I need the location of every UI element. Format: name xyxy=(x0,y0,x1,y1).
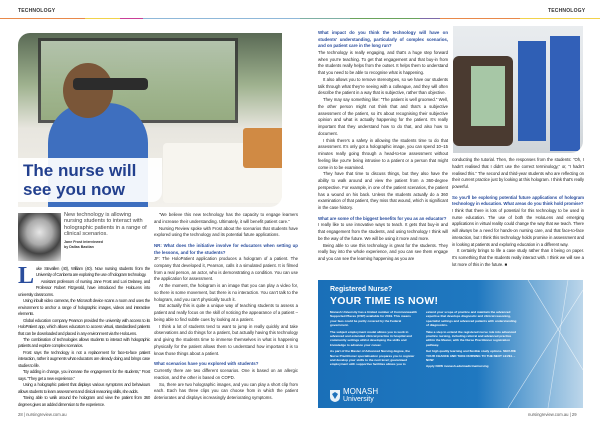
footer-left: 28 | nursingreview.com.au xyxy=(18,412,67,417)
byline xyxy=(64,240,148,249)
body-paragraph: They may say something like: “The patient is well groomed.” Well, the other person might not think that and that's a subjective assessment of the patient, so it's about recognising their subjective opinion and what is actually happening for the patient. It's really important that they understand how to do that, and also how to document. xyxy=(318,97,448,136)
body-paragraph: “Being able to walk around the hologram and view the patient from 360 degrees gives an added dimension to the experience. xyxy=(18,395,150,407)
ad-headline: YOUR TIME IS NOW! xyxy=(330,295,439,307)
rule-segment xyxy=(0,18,85,19)
body-paragraph: Global education company Pearson provided the university with access to its HoloPatient app, which allows educators to access virtual, standardised patients that can be downloaded and placed in any environment via the HoloLens. xyxy=(18,317,150,336)
body-paragraph: Using a holographic patient that displays various symptoms and behaviours allows students to learn assessment and clinical reasoning skills, she adds. xyxy=(18,382,150,394)
body-paragraph: I really like to use innovative ways to teach. It gets that buy-in and that engagement from the students, and using technology I think will be the way of the future. We will be using it more and more. xyxy=(318,222,448,241)
ad-paragraph: The subject employment model allows you to work in advanced and extended clinical practice in hospital and community settings whilst developing the skills and knowledge to advance your career. xyxy=(330,329,412,347)
ad-paragraph: Take a step to extend the registered nurse role into advanced practice nursing, including referral and advanced practice within the Master, with the Nurse Practitioner registration pathway. xyxy=(426,329,517,347)
monash-logo xyxy=(330,388,378,403)
body-paragraph: So, there are two holographic images, and you can play a short clip from each. Each has three clips you can choose from in which the patient deteriorates and displays increasingly deteriorating symptoms. xyxy=(154,381,298,401)
monash-shield-icon xyxy=(330,390,340,402)
rule-segment xyxy=(85,18,120,19)
rule-segment xyxy=(300,18,350,19)
ad-column-left xyxy=(330,310,418,369)
ad-column-right xyxy=(426,310,520,371)
rule-segment xyxy=(520,18,600,19)
ad-paragraph: Get high quality learning and flexible study options. SECURE YOUR CHANCE AND TAKE NURSING TO THE NEXT LEVEL – NOW xyxy=(426,349,516,363)
section-label-right: TECHNOLOGY xyxy=(548,8,586,14)
body-paragraph: It certainly brings to life a case study rather than it being on paper. It's something that the students really interact with. I think we will see a lot more of this in the future. ■ xyxy=(452,248,584,267)
body-paragraph: But actually this is quite a unique way of teaching students to assess a patient and really focus on the skill of noticing the appearance of a patient – being able to find subtle cues by looking at a patient. xyxy=(154,303,298,322)
body-paragraph: Nursing Review spoke with Frost about the scenarios that students have explored using the technology and its potential future applications. xyxy=(154,225,298,238)
ad-paragraph: extend your scope of practice and maintain the advanced expertise that develops diagnostic and clinical reasoning, specialist settings and advanced patients with understanding of diagnostics. xyxy=(426,310,517,328)
subheading: What are some of the biggest benefits for you as an educator? xyxy=(318,215,447,221)
body-paragraph: They have that time to discuss things, but they also have the ability to walk around and view the patient from a 360-degree perspective. For example, in one of the patient scenarios, the patient has a wound on his back. Unless the students actually do a 360 examination of that patient, they miss that wound, which is significant in the case history. xyxy=(318,171,448,211)
logo-name: MONASH xyxy=(343,387,379,396)
subheading: What impact do you think the technology will have on students' understanding, particularly of complex scenarios, and on patient care in the long run? xyxy=(318,30,448,49)
body-column-4 xyxy=(452,157,584,269)
article-title xyxy=(18,158,162,202)
logo-sub: University xyxy=(343,396,374,403)
rule-segment xyxy=(420,18,440,19)
body-paragraph: Currently there are two different scenarios. One is based on an allergic reaction, and the other is based on COPD. xyxy=(154,368,298,380)
ad-paragraph: Monash University has a limited number of Commonwealth Supported Places (CSP) available for 2019. This means your fees could be partly covered by the Federal government. xyxy=(330,310,417,328)
body-paragraph: “By adding in change, you increase the engagement for the students,” Frost says. “They get a new experience.” xyxy=(18,369,150,381)
body-paragraph: I think there's a safety in allowing the students time to do that assessment. It's only got a holographic image, you can spend 10–15 minutes really going through a head-to-toe assessment without feeling like you're being intrusive to a patient or a person that might come in to be examined. xyxy=(318,137,448,170)
body-column-2 xyxy=(154,212,298,402)
section-label-left: TECHNOLOGY xyxy=(18,8,56,14)
footer-right: nursingreview.com.au | 29 xyxy=(528,412,577,417)
body-paragraph: The combination of technologies allows students to interact with holographic patients and explore complex scenarios. xyxy=(18,336,150,349)
byline-line-2: by Dallas Bastian xyxy=(64,244,94,249)
body-paragraph: uke Stevallen (40), William (40). Now nursing students from the University of Canberra are exploring the use of hologram technology. xyxy=(35,266,150,278)
body-paragraph: Being able to use this technology is great for the students. They really buy into the whole experience, and you can see them engage and you can see the learning happening as you are xyxy=(318,242,448,262)
body-paragraph: Using inbuilt video cameras, the Microsoft device scans a room and uses the environment to anchor a range of holographic images, videos and interactive elements. xyxy=(18,298,150,317)
standfirst: New technology is allowing nursing students to interact with holographic patients in a range of clinical scenarios. xyxy=(64,212,147,237)
body-paragraph: “We believe this new technology has the capacity to engage learners and increase their understanding. Ultimately, it will benefit patient care.” xyxy=(154,212,298,224)
ad-paragraph: As part of the Master of Advanced Nursing degree, the Nurse Practitioner specialisation prepares you to register and develop your skills to the next level; guaranteed employment with supportive facilities allows you to xyxy=(330,349,415,367)
author-headshot xyxy=(18,213,61,261)
rule-segment xyxy=(350,18,420,19)
body-paragraph: conducting the tutorial. Then, the responses from the students: “Oh, I hadn't realised that I didn't use the correct terminology,” or, “I hadn't realised this.” The second and third-year students who are reflecting on their current practice just by looking at this hologram. I think that's really powerful. xyxy=(452,157,584,189)
body-paragraph: It also allows you to remove stereotypes, so we have our students talk through what they're seeing with a colleague, and they will often describe the patient in a way that is subjective, rather than objective. xyxy=(318,76,448,96)
body-paragraph: The technology is really engaging, and that's a huge step forward when you're teaching. To get that engagement and that buy-in from the students really helps from the outset. It helps them to understand that you need to be able to recognise what is happening. xyxy=(318,49,448,76)
rule-segment xyxy=(143,18,300,19)
subheading: NR: What does the initiative involve for educators when setting up the lessons, and for the students? xyxy=(154,243,298,255)
drop-cap: L xyxy=(18,263,34,289)
subheading: What scenarios have you explored with students? xyxy=(154,361,259,367)
body-paragraph: I think a lot of students tend to want to jump in really quickly and take observations and do things for a patient, but actually having this technology and giving the students time to immerse themselves in what is happening physically for the patient allows them to understand how important it is to know those things about a patient. xyxy=(154,323,298,356)
title-line-1: The nurse will xyxy=(23,161,137,180)
rule-segment xyxy=(120,18,143,19)
body-column-3 xyxy=(318,26,448,263)
byline-line-1: Jane Frost interviewed xyxy=(64,240,103,245)
subheading: So you'll be exploring potential future applications of hologram technology in education. What areas do you think hold promise? xyxy=(452,194,584,207)
ad-kicker: Registered Nurse? xyxy=(330,286,393,293)
intro-block xyxy=(64,212,148,249)
body-paragraph: I think that there is lots of potential for this technology to be used in nurse education. The use of both the HoloLens and emerging applications in virtual reality could change the way that we teach. There will always be a need for hands-on nursing care, and that face-to-face interaction, but I think this technology holds promise in assessment and in looking at patients and exploring education in a different way. xyxy=(452,207,584,247)
classroom-photo xyxy=(453,26,583,153)
rule-segment xyxy=(440,18,520,19)
body-column-1 xyxy=(18,263,150,408)
monash-advertisement[interactable] xyxy=(318,280,583,408)
body-paragraph: At the moment, the hologram is an image that you can play a video for, so there is some movement, but there is no interaction. You can't talk to the hologram, and you can't physically touch it. xyxy=(154,283,298,302)
ad-paragraph: Apply NOW monash.edu/medicine/nursing xyxy=(426,364,489,369)
body-paragraph: JF: The HoloPatient application produces a hologram of a patient. The company that developed it, Pearson, calls it a simulated patient. It is filmed from a real person, an actor, who is demonstrating a condition. You can use the application for assessment. xyxy=(154,256,298,282)
body-paragraph: Frost says the technology is not a replacement for face-to-face patient interaction, rather it augments what educators are already doing and brings case studies to life. xyxy=(18,349,150,368)
title-line-2: see you now xyxy=(23,180,126,199)
body-paragraph: Assistant professors of nursing Jane Frost and Lori Delaney, and Professor Robert Fitzgerald, have introduced the HoloLens into university classrooms. xyxy=(18,278,150,297)
